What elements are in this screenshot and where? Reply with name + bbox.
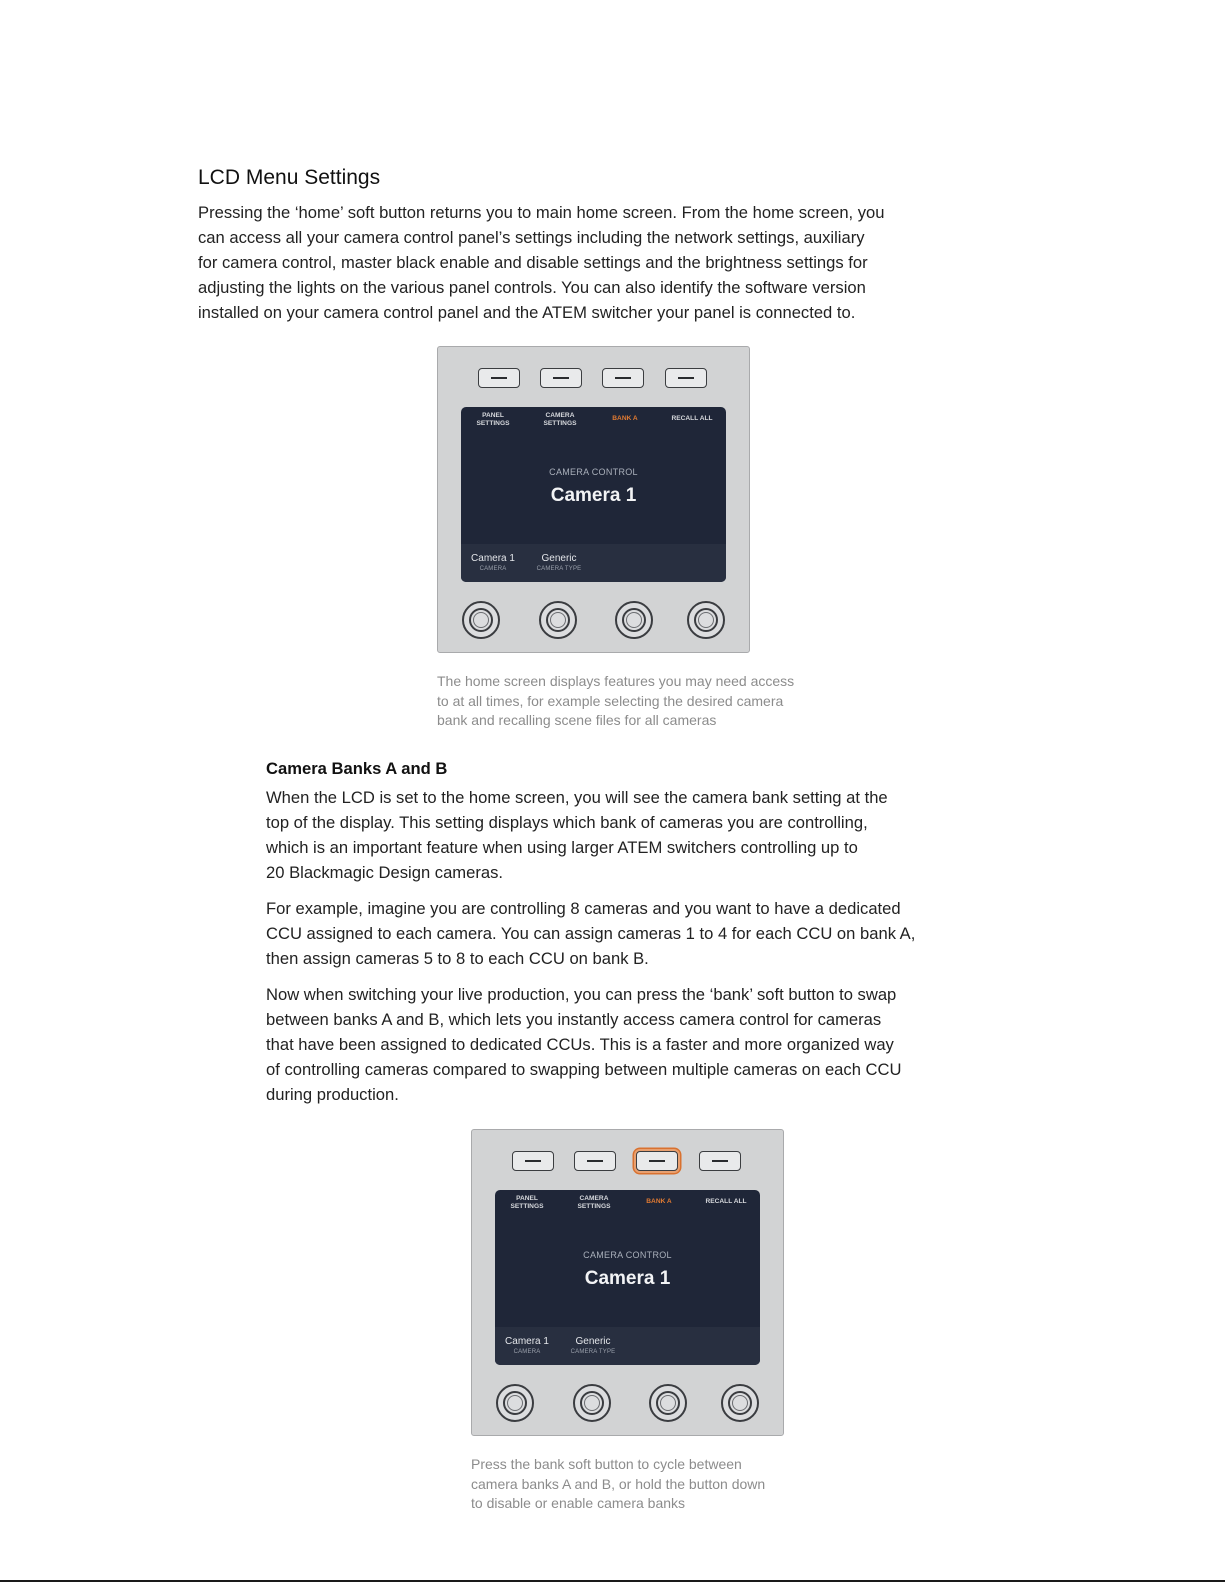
lcd-tab-camera-settings: CAMERA SETTINGS xyxy=(577,1195,611,1210)
page-bottom-rule xyxy=(0,1580,1225,1582)
lcd-tab-camera-settings: CAMERA SETTINGS xyxy=(543,412,577,427)
section-heading: LCD Menu Settings xyxy=(198,166,381,189)
soft-button-camera-settings xyxy=(540,368,582,388)
text-line: CCU assigned to each camera. You can assign cameras 1 to 4 for each CCU on bank A, xyxy=(266,924,916,943)
lcd-tab-row xyxy=(495,1195,760,1217)
caption-line: to disable or enable camera banks xyxy=(471,1495,686,1511)
lcd-field-camera-type xyxy=(531,553,587,572)
text-line: adjusting the lights on the various panel controls. You can also identify the software version xyxy=(198,278,866,297)
text-line: When the LCD is set to the home screen, you will see the camera bank setting at the xyxy=(266,788,888,807)
lcd-tab-panel-settings: PANEL SETTINGS xyxy=(510,1195,544,1210)
lcd-field-label: CAMERA TYPE xyxy=(570,1349,616,1355)
lcd-field-label: CAMERA xyxy=(513,1349,541,1355)
soft-button-bank xyxy=(602,368,644,388)
text-line: then assign cameras 5 to 8 to each CCU on bank B. xyxy=(266,949,649,968)
lcd-field-value: Generic xyxy=(575,1336,611,1347)
knob-icon xyxy=(539,601,577,639)
soft-button-recall-all xyxy=(699,1151,741,1171)
text-line: between banks A and B, which lets you instantly access camera control for cameras xyxy=(266,1010,882,1029)
soft-button-panel-settings xyxy=(512,1151,554,1171)
soft-button-panel-settings xyxy=(478,368,520,388)
soft-button-camera-settings xyxy=(574,1151,616,1171)
camera-control-panel-illustration xyxy=(437,346,750,653)
text-line: installed on your camera control panel and the ATEM switcher your panel is connected to. xyxy=(198,303,856,322)
soft-button-row xyxy=(438,368,749,390)
text-line: Pressing the ‘home’ soft button returns you to main home screen. From the home screen, you xyxy=(198,203,885,222)
caption-line: camera banks A and B, or hold the button down xyxy=(471,1475,766,1492)
text-line: 20 Blackmagic Design cameras. xyxy=(266,863,504,882)
soft-button-bank-highlighted xyxy=(636,1151,678,1171)
lcd-field-label: CAMERA TYPE xyxy=(536,566,582,572)
text-line: Now when switching your live production, you can press the ‘bank’ soft button to swap xyxy=(266,985,897,1004)
text-line: during production. xyxy=(266,1085,399,1104)
text-line: for camera control, master black enable and disable settings and the brightness settings for xyxy=(198,253,868,272)
lcd-camera-title: Camera 1 xyxy=(584,1268,671,1289)
lcd-tab-bank: BANK A xyxy=(646,1198,672,1205)
lcd-camera-title: Camera 1 xyxy=(550,485,637,506)
figure-caption xyxy=(471,1455,765,1514)
text-line: which is an important feature when using larger ATEM switchers controlling up to xyxy=(266,838,858,857)
lcd-status-bar xyxy=(461,544,726,582)
lcd-field-camera-type xyxy=(565,1336,621,1355)
knob-icon xyxy=(496,1384,534,1422)
text-line: of controlling cameras compared to swapping between multiple cameras on each CCU xyxy=(266,1060,902,1079)
knob-icon xyxy=(649,1384,687,1422)
figure-caption xyxy=(437,672,794,731)
caption-line: bank and recalling scene files for all cameras xyxy=(437,712,717,728)
lcd-field-label: CAMERA xyxy=(479,566,507,572)
body-paragraph xyxy=(266,785,888,885)
caption-line: The home screen displays features you may need access xyxy=(437,673,795,689)
knob-icon xyxy=(687,601,725,639)
text-line: For example, imagine you are controlling 8 cameras and you want to have a dedicated xyxy=(266,899,901,918)
lcd-mode-label: CAMERA CONTROL xyxy=(549,467,638,477)
lcd-tab-bank: BANK A xyxy=(612,415,638,422)
soft-button-recall-all xyxy=(665,368,707,388)
body-paragraph xyxy=(266,896,915,971)
lcd-tab-recall-all: RECALL ALL xyxy=(705,1198,747,1205)
soft-button-row xyxy=(472,1151,783,1173)
lcd-mode-label: CAMERA CONTROL xyxy=(583,1250,672,1260)
lcd-field-value: Generic xyxy=(541,553,577,564)
subsection-heading: Camera Banks A and B xyxy=(266,759,448,778)
body-paragraph xyxy=(266,982,902,1107)
lcd-tab-recall-all: RECALL ALL xyxy=(671,415,713,422)
caption-line: to at all times, for example selecting the desired camera xyxy=(437,692,784,709)
camera-control-panel-illustration xyxy=(471,1129,784,1436)
lcd-status-bar xyxy=(495,1327,760,1365)
intro-paragraph xyxy=(198,200,885,325)
knob-icon xyxy=(462,601,500,639)
text-line: can access all your camera control panel’s settings including the network settings, auxiliary xyxy=(198,228,865,247)
lcd-field-value: Camera 1 xyxy=(471,553,515,564)
lcd-screen xyxy=(461,407,726,582)
lcd-field-camera xyxy=(501,1336,553,1355)
lcd-tab-row xyxy=(461,412,726,434)
lcd-screen xyxy=(495,1190,760,1365)
text-line: that have been assigned to dedicated CCUs. This is a faster and more organized way xyxy=(266,1035,894,1054)
text-line: top of the display. This setting displays which bank of cameras you are controlling, xyxy=(266,813,868,832)
knob-icon xyxy=(615,601,653,639)
caption-line: Press the bank soft button to cycle between xyxy=(471,1456,742,1472)
lcd-field-camera xyxy=(467,553,519,572)
knob-icon xyxy=(721,1384,759,1422)
knob-icon xyxy=(573,1384,611,1422)
lcd-field-value: Camera 1 xyxy=(505,1336,549,1347)
lcd-tab-panel-settings: PANEL SETTINGS xyxy=(476,412,510,427)
